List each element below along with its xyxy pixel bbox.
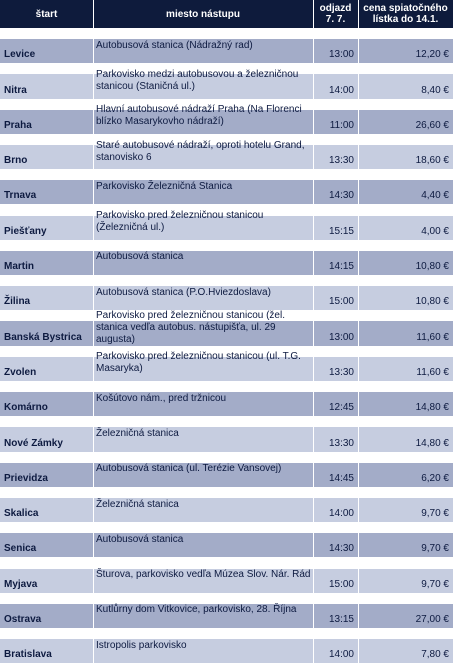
table-row bbox=[0, 63, 453, 98]
row-departure-time: 13:15 bbox=[328, 614, 354, 626]
row-price: 14,80 € bbox=[415, 437, 449, 449]
row-departure-time: 14:30 bbox=[328, 190, 354, 202]
row-place: Autobusová stanica bbox=[96, 251, 184, 263]
table-row bbox=[0, 99, 453, 134]
row-departure-time: 13:30 bbox=[328, 366, 354, 378]
row-price: 6,20 € bbox=[421, 472, 449, 484]
header-place: miesto nástupu bbox=[93, 0, 313, 28]
row-place: Košútovo nám., pred tržnicou bbox=[96, 392, 227, 404]
row-price: 10,80 € bbox=[415, 296, 449, 308]
row-price: 11,60 € bbox=[416, 366, 449, 378]
row-city: Ostrava bbox=[4, 614, 42, 626]
row-price: 7,80 € bbox=[421, 649, 449, 661]
row-city: Trnava bbox=[4, 190, 37, 202]
table-row bbox=[0, 522, 453, 557]
row-city: Nitra bbox=[4, 84, 27, 96]
table-row bbox=[0, 558, 453, 593]
row-price: 10,80 € bbox=[415, 261, 449, 273]
row-place: Parkovisko pred železničnou stanicou (ul. T.G. Masaryka) bbox=[96, 351, 301, 375]
header-price: cena spiatočného lístka do 14.1. bbox=[358, 0, 453, 28]
row-city: Bratislava bbox=[4, 649, 52, 661]
row-departure-time: 11:00 bbox=[329, 119, 354, 131]
table-row bbox=[0, 134, 453, 169]
row-price: 8,40 € bbox=[421, 84, 449, 96]
row-place: Istropolis parkovisko bbox=[96, 639, 187, 651]
row-place: Parkovisko medzi autobusovou a železničnou stanicou (Staničná ul.) bbox=[96, 68, 299, 92]
row-place: Parkovisko pred železničnou stanicou (Železničná ul.) bbox=[96, 210, 264, 234]
column-divider bbox=[313, 0, 314, 665]
table-row bbox=[0, 240, 453, 275]
row-place: Staré autobusové nádraží, oproti hotelu Grand, stanovisko 6 bbox=[96, 139, 305, 163]
table-row bbox=[0, 205, 453, 240]
row-city: Praha bbox=[4, 119, 32, 131]
row-price: 9,70 € bbox=[421, 508, 449, 520]
header-departure: odjazd 7. 7. bbox=[313, 0, 358, 28]
row-place: Autobusová stanica (P.O.Hviezdoslava) bbox=[96, 286, 271, 298]
row-city: Levice bbox=[4, 49, 36, 61]
row-place: Železničná stanica bbox=[96, 427, 179, 439]
row-departure-time: 13:30 bbox=[328, 437, 354, 449]
table-row bbox=[0, 452, 453, 487]
table-row bbox=[0, 169, 453, 204]
row-price: 26,60 € bbox=[415, 119, 449, 131]
row-city: Brno bbox=[4, 155, 28, 167]
row-place: Železničná stanica bbox=[96, 498, 179, 510]
row-price: 4,00 € bbox=[421, 225, 449, 237]
table-row bbox=[0, 28, 453, 63]
row-city: Martin bbox=[4, 261, 34, 273]
row-departure-time: 15:00 bbox=[328, 578, 354, 590]
row-city: Banská Bystrica bbox=[4, 331, 82, 343]
row-departure-time: 14:45 bbox=[328, 472, 354, 484]
header-start: štart bbox=[0, 0, 93, 28]
row-city: Skalica bbox=[4, 508, 39, 520]
row-city: Zvolen bbox=[4, 366, 37, 378]
row-departure-time: 14:15 bbox=[328, 261, 354, 273]
row-place: Hlavní autobusové nádraží Praha (Na Florenci blízko Masarykovho nádraží) bbox=[96, 104, 302, 128]
row-price: 27,00 € bbox=[415, 614, 449, 626]
table-row bbox=[0, 416, 453, 451]
column-divider bbox=[358, 0, 359, 665]
row-city: Komárno bbox=[4, 402, 48, 414]
row-departure-time: 12:45 bbox=[328, 402, 354, 414]
row-city: Žilina bbox=[4, 296, 31, 308]
row-place: Autobusová stanica (ul. Terézie Vansovej) bbox=[96, 463, 282, 475]
row-departure-time: 13:00 bbox=[328, 331, 354, 343]
row-place: Kutlůrny dom Vitkovice, parkovisko, 28. Října bbox=[96, 604, 297, 616]
row-departure-time: 13:00 bbox=[328, 49, 354, 61]
row-city: Nové Zámky bbox=[4, 437, 63, 449]
table-row bbox=[0, 487, 453, 522]
row-place: Autobusová stanica bbox=[96, 533, 184, 545]
column-divider bbox=[93, 0, 94, 665]
row-city: Myjava bbox=[4, 578, 38, 590]
row-departure-time: 13:30 bbox=[328, 155, 354, 167]
row-departure-time: 14:00 bbox=[328, 84, 354, 96]
row-place: Parkovisko pred železničnou stanicou (žel. stanica vedľa autobus. nástupišťa, ul. 29 augusta) bbox=[96, 310, 285, 346]
table-row bbox=[0, 381, 453, 416]
table-row bbox=[0, 275, 453, 310]
row-place: Autobusová stanica (Nádražný rad) bbox=[96, 39, 253, 51]
table-row bbox=[0, 310, 453, 345]
row-departure-time: 14:00 bbox=[328, 649, 354, 661]
row-city: Piešťany bbox=[4, 225, 47, 237]
row-price: 14,80 € bbox=[415, 402, 449, 414]
table-row bbox=[0, 593, 453, 628]
table-row bbox=[0, 628, 453, 663]
row-price: 11,60 € bbox=[416, 331, 449, 343]
row-price: 4,40 € bbox=[421, 190, 449, 202]
row-departure-time: 14:00 bbox=[328, 508, 354, 520]
row-price: 9,70 € bbox=[421, 578, 449, 590]
row-place: Parkovisko Železničná Stanica bbox=[96, 180, 233, 192]
row-departure-time: 14:30 bbox=[328, 543, 354, 555]
row-departure-time: 15:00 bbox=[328, 296, 354, 308]
row-price: 9,70 € bbox=[421, 543, 449, 555]
row-place: Šturova, parkovisko vedľa Múzea Slov. Nár. Rád bbox=[96, 569, 311, 581]
row-city: Senica bbox=[4, 543, 37, 555]
row-price: 18,60 € bbox=[415, 155, 449, 167]
table-row bbox=[0, 346, 453, 381]
row-departure-time: 15:15 bbox=[328, 225, 354, 237]
row-city: Prievidza bbox=[4, 472, 48, 484]
row-price: 12,20 € bbox=[415, 49, 449, 61]
